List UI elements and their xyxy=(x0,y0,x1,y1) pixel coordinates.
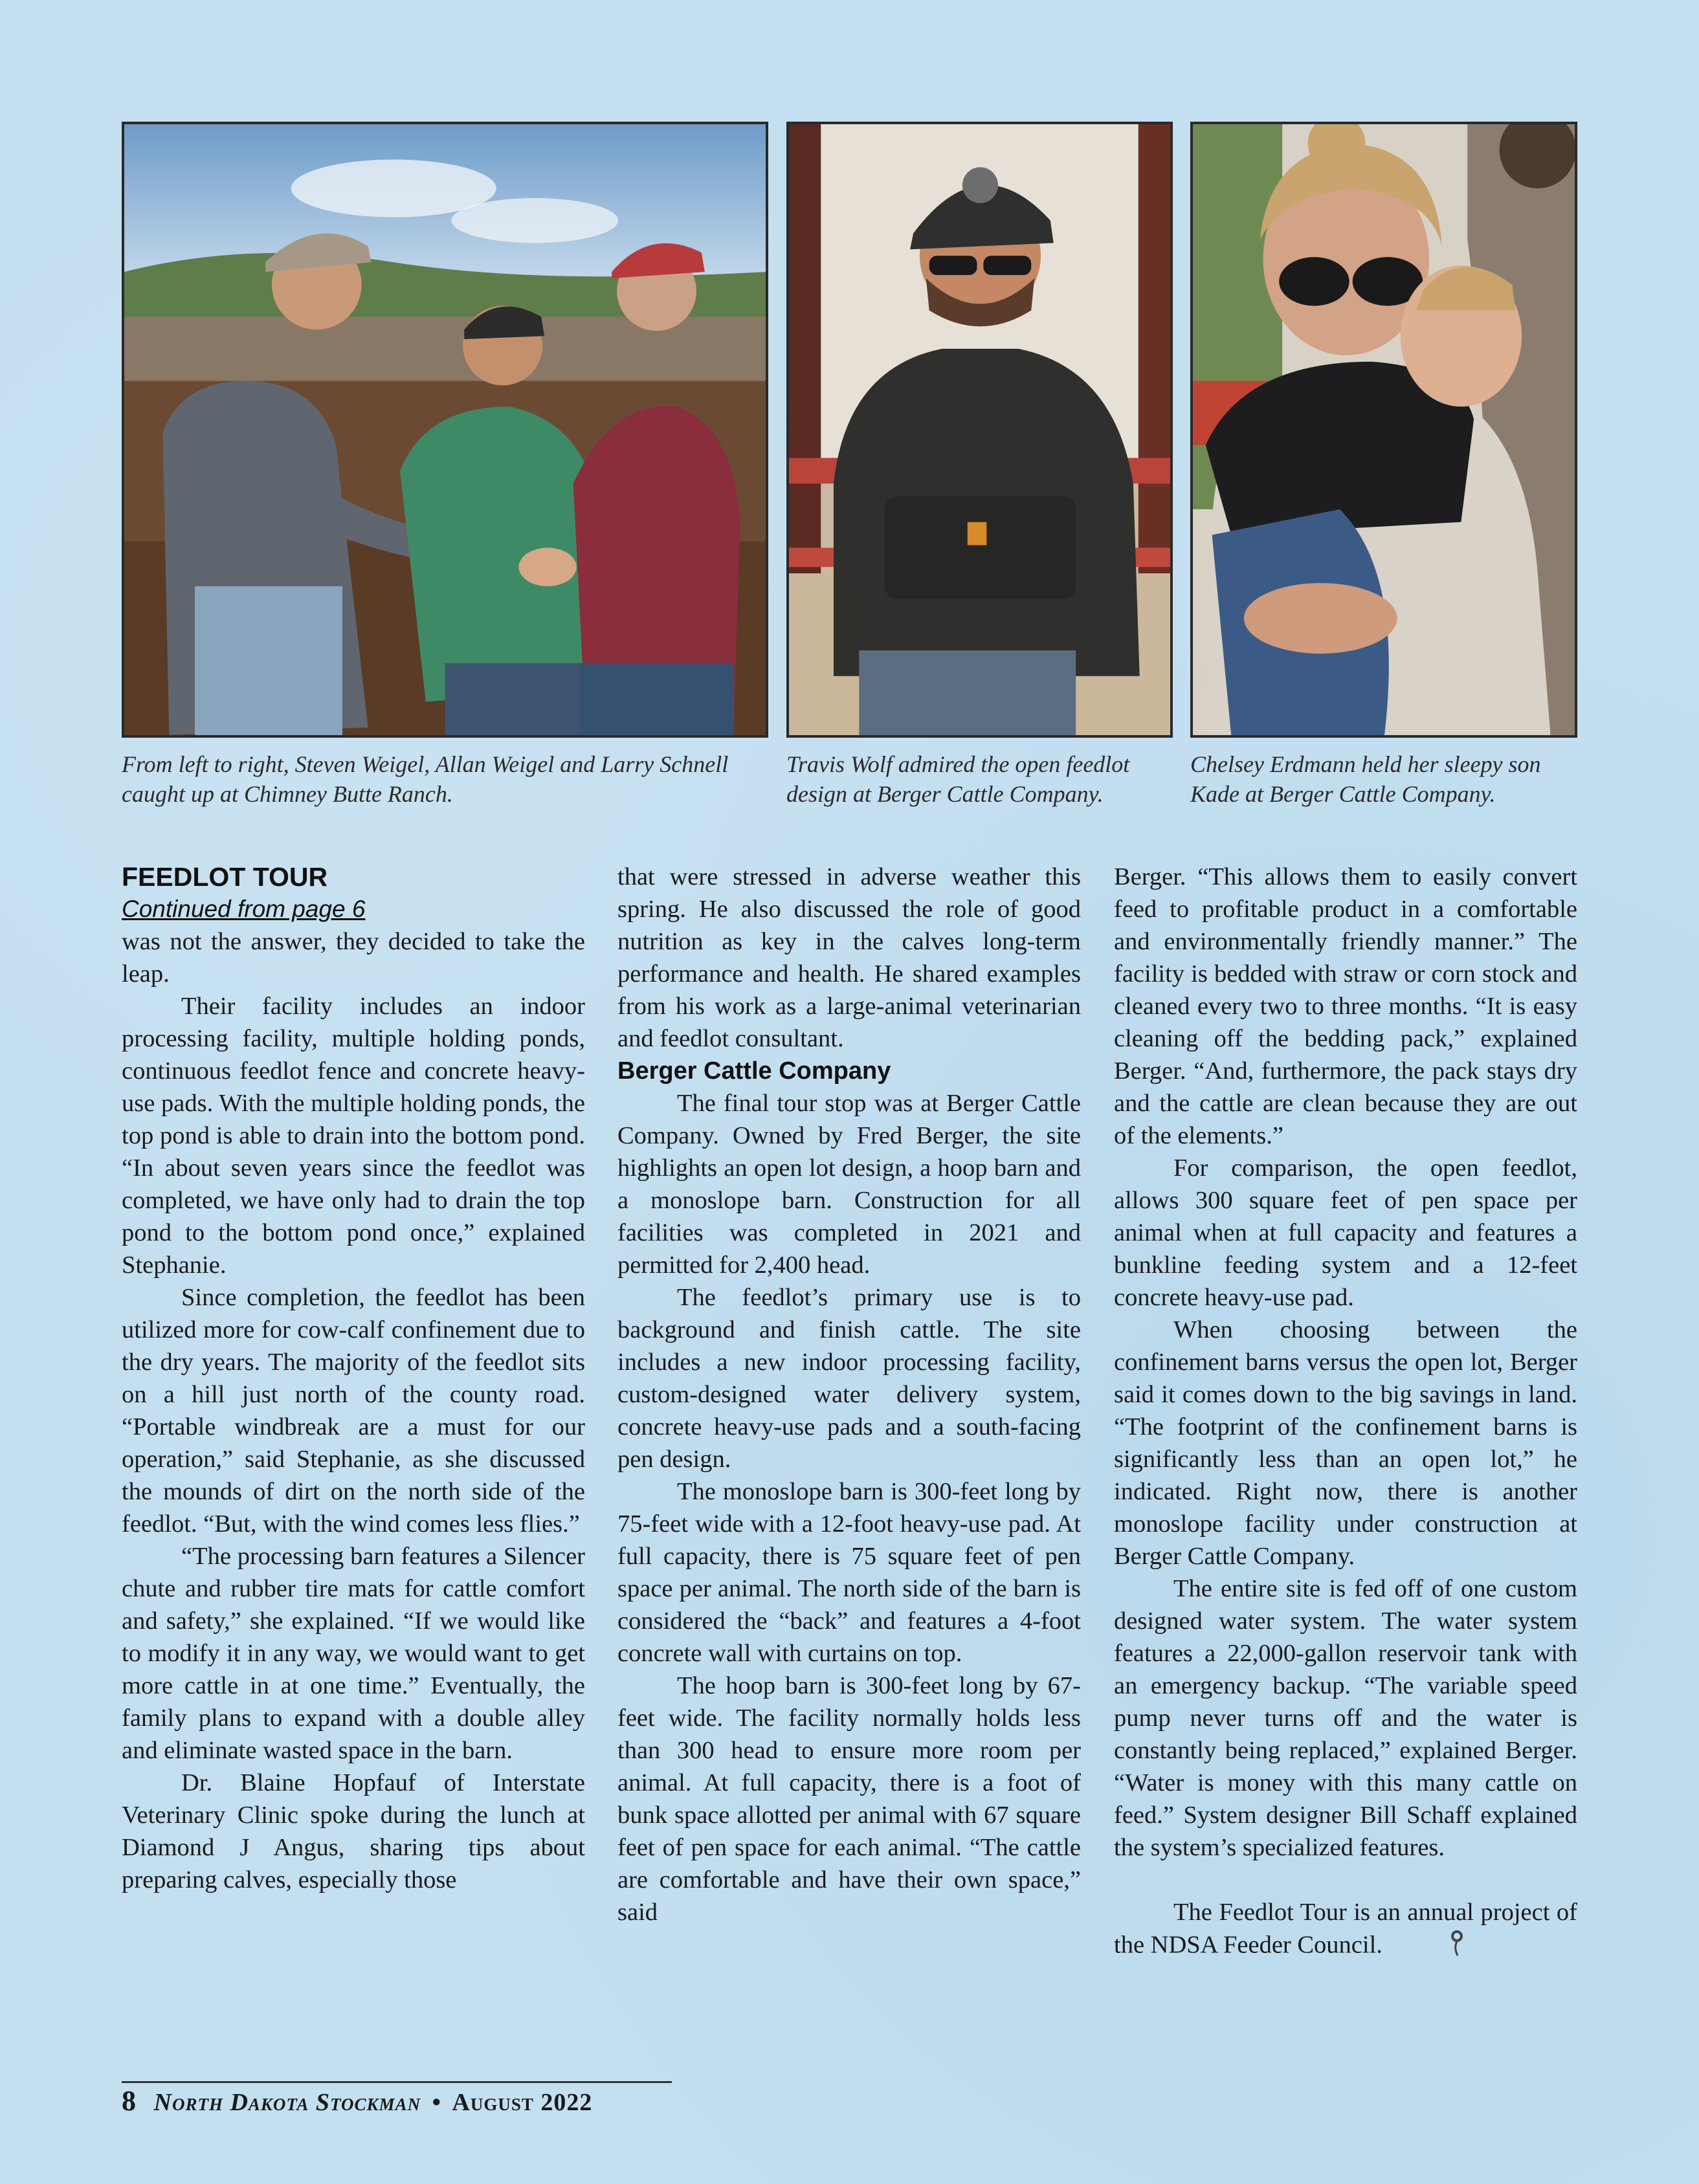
paragraph: When choosing between the confinement barns versus the open lot, Berger said it comes down to the big savings in land. “The footprint of the confinement barns is significantly less than an open lot,” he indicated. Right now, there is another monoslope facility under construction at Berger Cattle Company. xyxy=(1114,1316,1577,1570)
photo-caption-2: Travis Wolf admired the open feedlot design at Berger Cattle Company. xyxy=(786,751,1130,807)
paragraph: Dr. Blaine Hopfauf of Interstate Veterinary Clinic spoke during the lunch at Diamond J Angus, sharing tips about preparing calves, especially those xyxy=(122,1769,585,1893)
continued-from-link[interactable]: Continued from page 6 xyxy=(122,896,366,922)
paragraph: The hoop barn is 300-feet long by 67-feet wide. The facility normally holds less than 300 head to ensure more room per animal. At full capacity, there is a foot of bunk space allotted per animal with 67 square feet of pen space for each animal. “The cattle are comfortable and have their own space,” said xyxy=(617,1672,1081,1926)
paragraph: The entire site is fed off of one custom designed water system. The water system features a 22,000-gallon reservoir tank with an emergency backup. “The variable speed pump never turns off and the water is constantly being replaced,” explained Berger. “Water is money with this many cattle on feed.” System designer Bill Schaff explained the system’s specialized features. xyxy=(1114,1575,1577,1861)
photo-chelsey-erdmann xyxy=(1190,122,1577,738)
end-mark-icon xyxy=(1389,1928,1465,1965)
paragraph: For comparison, the open feedlot, allows 300 square feet of pen space per animal when at full capacity and features a bunkline feeding system and a 12-feet concrete heavy-use pad. xyxy=(1114,1154,1577,1311)
paragraph: The final tour stop was at Berger Cattle Company. Owned by Fred Berger, the site highlights an open lot design, a hoop barn and a monoslope barn. Construction for all facilities was completed in 2021 and permitted for 2,400 head. xyxy=(617,1090,1081,1279)
publication-name: North Dakota Stockman xyxy=(153,2089,421,2116)
paragraph: Berger. “This allows them to easily convert feed to profitable product in a comfortable and environmentally friendly manner.” The facility is bedded with straw or corn stock and cleaned every two to three months. “It is easy cleaning off the bedding pack,” explained Berger. “And, furthermore, the pack stays dry and the cattle are clean because they are out of the elements.” xyxy=(1114,863,1577,1149)
article-column-1 xyxy=(122,861,585,1896)
page-footer xyxy=(122,2085,592,2119)
paragraph: Their facility includes an indoor processing facility, multiple holding ponds, continuous feedlot fence and concrete heavy-use pads. With the multiple holding ponds, the top pond is able to drain into the bottom pond. “In about seven years since the feedlot was completed, we have only had to drain the top pond to the bottom pond once,” explained Stephanie. xyxy=(122,993,585,1279)
footer-separator: • xyxy=(432,2089,441,2116)
issue-date: August 2022 xyxy=(452,2089,593,2116)
photo-caption-3: Chelsey Erdmann held her sleepy son Kade at Berger Cattle Company. xyxy=(1190,751,1541,807)
paragraph-spacer xyxy=(1114,1864,1577,1896)
section-subhead: Berger Cattle Company xyxy=(617,1057,891,1085)
page-number: 8 xyxy=(122,2085,136,2117)
photo-caption-1: From left to right, Steven Weigel, Allan Weigel and Larry Schnell caught up at Chimney Butte Ranch. xyxy=(122,751,729,807)
footer-rule xyxy=(122,2081,672,2083)
photo-weigel-schnell xyxy=(122,122,768,738)
photo-travis-wolf xyxy=(786,122,1173,738)
paragraph: The monoslope barn is 300-feet long by 75-feet wide with a 12-foot heavy-use pad. At full capacity, there is 75 square feet of pen space per animal. The north side of the barn is considered the “back” and features a 4-foot concrete wall with curtains on top. xyxy=(617,1478,1081,1667)
paragraph: The feedlot’s primary use is to background and finish cattle. The site includes a new indoor processing facility, custom-designed water delivery system, concrete heavy-use pads and a south-facing pen design. xyxy=(617,1284,1081,1473)
paragraph: Since completion, the feedlot has been utilized more for cow-calf confinement due to the dry years. The majority of the feedlot sits on a hill just north of the county road. “Portable windbreak are a must for our operation,” said Stephanie, as she discussed the mounds of dirt on the north side of the feedlot. “But, with the wind comes less flies.” xyxy=(122,1284,585,1538)
article-kicker: FEEDLOT TOUR xyxy=(122,862,328,892)
paragraph: was not the answer, they decided to take the leap. xyxy=(122,928,585,987)
paragraph: that were stressed in adverse weather this spring. He also discussed the role of good nutrition as key in the calves long-term performance and health. He shared examples from his work as a large-animal veterinarian and feedlot consultant. xyxy=(617,863,1081,1052)
article-column-3 xyxy=(1114,861,1577,1965)
paragraph: “The processing barn features a Silencer chute and rubber tire mats for cattle comfort and safety,” she explained. “If we would like to modify it in any way, we would want to get more cattle in at one time.” Eventually, the family plans to expand with a double alley and eliminate wasted space in the barn. xyxy=(122,1543,585,1764)
closing-paragraph xyxy=(1114,1896,1577,1965)
article-column-2 xyxy=(617,861,1081,1928)
closing-text: The Feedlot Tour is an annual project of the NDSA Feeder Council. xyxy=(1114,1899,1577,1959)
